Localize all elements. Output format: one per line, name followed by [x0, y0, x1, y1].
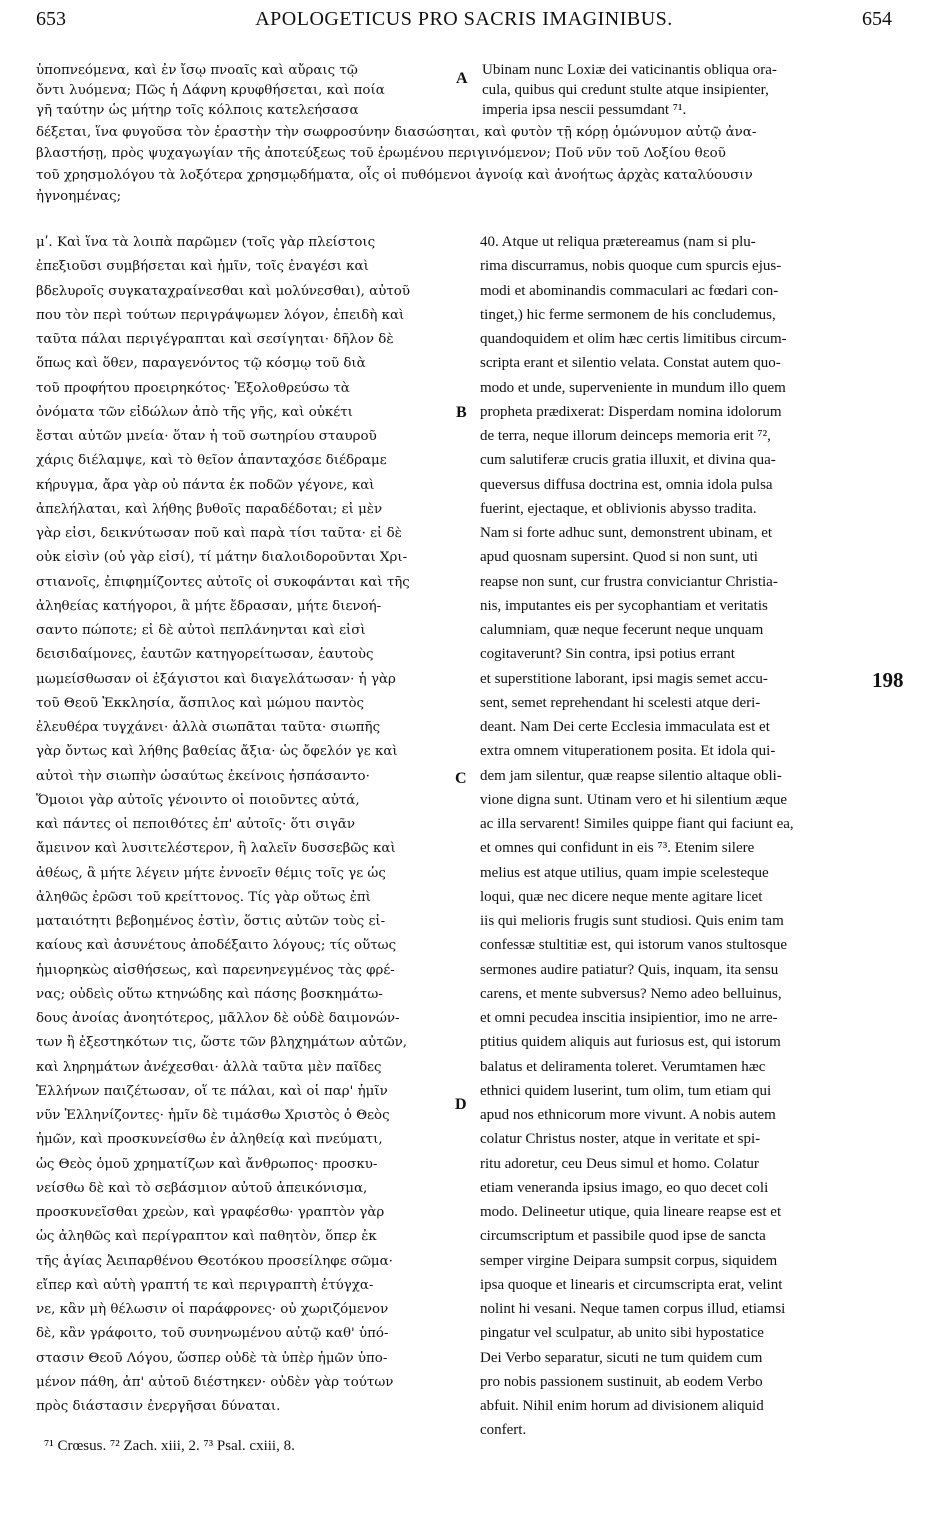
latin-line: quandoquidem et olim hæc certis limitibus circum-: [480, 331, 787, 347]
latin-line: propheta prædixerat: Disperdam nomina idolorum: [480, 403, 782, 420]
latin-line: confert.: [480, 1422, 527, 1439]
latin-line: Dei Verbo separatur, sicuti ne tum quidem cum: [480, 1349, 763, 1366]
greek-line: ἄμεινον καὶ λυσιτελέστερον, ἢ λαλεῖν δυσσεβῶς καὶ: [36, 841, 396, 857]
latin-line: apud nos ethnicorum more vivunt. A nobis autem: [480, 1107, 776, 1123]
footnotes: ⁷¹ Crœsus. ⁷² Zach. xiii, 2. ⁷³ Psal. cxiii, 8.: [44, 1438, 295, 1454]
greek-line: ὡς ἀληθῶς καὶ περίγραπτον καὶ παθητὸν, ὅπερ ἐκ: [36, 1229, 377, 1245]
greek-line: ἀθέως, ἃ μήτε λέγειν μήτε ἐννοεῖν θέμις τοῖς γε ὡς: [36, 865, 386, 881]
greek-line: νῦν Ἑλληνίζοντες· ἡμῖν δὲ τιμάσθω Χριστὸς ὁ Θεὸς: [36, 1108, 390, 1123]
greek-line: αὐτοὶ τὴν σιωπὴν ὡσαύτως ἐκείνοις ἠσπάσαντο·: [36, 768, 370, 784]
greek-full-line: βλαστήσῃ, πρὸς ψυχαγωγίαν τῆς ἀποτεύξεως τοῦ ἐρωμένου περιγινόμενον; Ποῦ νῦν τοῦ Λοξίου θεοῦ: [36, 146, 726, 162]
latin-line: ac illa servarent! Similes quippe fiant qui faciunt ea,: [480, 816, 794, 832]
greek-line: ὀνόματα τῶν εἰδώλων ἀπὸ τῆς γῆς, καὶ οὐκέτι: [36, 404, 353, 420]
latin-line: pro nobis passionem sustinuit, ab eodem Verbo: [480, 1373, 763, 1390]
latin-line: etiam veneranda ipsius imago, eo quo decet coli: [480, 1179, 769, 1196]
greek-line: νας; οὐδεὶς οὕτω κτηνώδης καὶ πάσης βοσκημάτω-: [36, 986, 383, 1002]
latin-line: et superstitione laborant, ipsi magis semet accu-: [480, 670, 768, 687]
latin-line: ipsa quoque et linearis et circumscripta erat, velint: [480, 1276, 783, 1293]
greek-full-line: τοῦ χρησμολόγου τὰ λοξότερα χρησμῳδήματα, οἷς οἱ πυθόμενοι ἀγνοίᾳ καὶ ἀνοήτως ἀρχὰς καταλύουσιν: [36, 167, 753, 183]
latin-line: confessæ stultitiæ est, qui istorum vanos stultosque: [480, 937, 788, 954]
left-page-number: 653: [36, 8, 66, 30]
greek-line: μʹ. Καὶ ἵνα τὰ λοιπὰ παρῶμεν (τοῖς γὰρ πλείστοις: [36, 235, 376, 250]
greek-line: ἀληθείας κατήγοροι, ἃ μήτε ἔδρασαν, μήτε διενοή-: [36, 598, 382, 614]
latin-line: imperia ipsa nescii pessumdant ⁷¹.: [482, 101, 687, 118]
latin-line: pingatur vel sculpatur, ab unito sibi hypostatice: [480, 1325, 764, 1342]
latin-line: Nam si forte adhuc sunt, demonstrent ubinam, et: [480, 525, 773, 541]
greek-line: χάρις διέλαμψε, καὶ τὸ θεῖον ἁπανταχόσε διέδραμε: [36, 453, 387, 469]
latin-line: et omni pecudea inscitia insipientior, imo ne arre-: [480, 1010, 778, 1026]
greek-line: ἐπεξιοῦσι συμβήσεται καὶ ἡμῖν, τοῖς ἐναγέσι καὶ: [36, 259, 369, 275]
greek-line: ἡμῶν, καὶ προσκυνείσθω ἐν ἀληθείᾳ καὶ πνεύματι,: [36, 1132, 383, 1148]
latin-line: 40. Atque ut reliqua prætereamus (nam si plu-: [480, 234, 756, 250]
latin-line: iis qui melioris frugis sunt studiosi. Quis enim tam: [480, 913, 784, 929]
greek-line: ὑποπνεόμενα, καὶ ἐν ἴσῳ πνοαῖς καὶ αὔραις τῷ: [36, 63, 358, 78]
latin-line: sermones audire patiatur? Quis, inquam, ita sensu: [480, 961, 779, 978]
latin-line: modo. Delineetur utique, quia lineare reapse est et: [480, 1204, 782, 1220]
greek-line: δὲ, κἂν γράφοιτο, τοῦ συνηνωμένου αὐτῷ καθ' ὑπό-: [36, 1326, 389, 1342]
greek-line: ἀπελήλαται, καὶ λήθης βυθοῖς παραδέδοται; εἰ μὲν: [36, 501, 383, 517]
latin-line: dem jam silentur, quæ reapse silentio altaque obli-: [480, 767, 782, 784]
latin-line: cula, quibus qui credunt stulte atque insipienter,: [482, 81, 769, 98]
greek-line: γὰρ ὄντως καὶ λήθης βαθείας ἄξια· ὡς ὄφελόν γε καὶ: [36, 744, 398, 760]
greek-line: καὶ ληρημάτων ἀνέχεσθαι· ἀλλὰ ταῦτα μὲν παῖδες: [36, 1059, 382, 1075]
latin-line: balatus et deliramenta toleret. Verumtamen hæc: [480, 1058, 766, 1075]
latin-line: sent, semet reprehendant hi scelesti atque deri-: [480, 694, 761, 711]
greek-line: γὰρ εἰσι, δεικνύτωσαν ποῦ καὶ παρὰ τίσι ταῦτα· εἰ δὲ: [36, 526, 402, 541]
latin-line: queversus diffusa doctrina est, omnia idola pulsa: [480, 476, 773, 493]
latin-line: carens, et mente subversus? Nemo adeo belluinus,: [480, 985, 782, 1002]
greek-line: νείσθω δὲ καὶ τὸ σεβάσμιον αὐτοῦ ἀπεικόνισμα,: [36, 1180, 368, 1196]
latin-line: ethnici quidem luserint, tum olim, tum etiam qui: [480, 1082, 772, 1099]
margin-letter-a: A: [456, 70, 468, 87]
latin-line: vione digna sunt. Utinam vero et hi silentium æque: [480, 791, 788, 808]
latin-line: abfuit. Nihil enim horum ad divisionem aliquid: [480, 1398, 764, 1414]
greek-line: δεισιδαίμονες, ἑαυτῶν κατηγορείτωσαν, ἑαυτοὺς: [36, 647, 374, 663]
latin-line: fuerint, ejectaque, et oblivionis abysso tradita.: [480, 500, 757, 517]
column-number: 198: [872, 668, 904, 692]
latin-line: cum salutiferæ crucis gratia illuxit, et divina qua-: [480, 452, 776, 469]
greek-line: Ἑλλήνων παιζέτωσαν, οἵ τε πάλαι, καὶ οἱ παρ' ἡμῖν: [36, 1083, 388, 1099]
running-title: APOLOGETICUS PRO SACRIS IMAGINIBUS.: [255, 8, 673, 30]
greek-line: μένον πάθη, ἀπ' αὐτοῦ διέστηκεν· οὐδὲν γὰρ τούτων: [36, 1374, 394, 1390]
greek-line: ἡμιορηκὼς αἰσθήσεως, καὶ παρενηνεγμένος τὰς φρέ-: [36, 962, 395, 978]
greek-full-line: δέξεται, ἵνα φυγοῦσα τὸν ἐραστὴν τὴν σωφροσύνην διασώσηται, καὶ φυτὸν τῇ κόρῃ ὁμώνυμον αὐτῷ ἀνα-: [36, 125, 757, 140]
right-page-number: 654: [862, 8, 892, 30]
greek-line: ἀληθῶς ἐρῶσι τοῦ κρείττονος. Τίς γὰρ οὕτως ἐπὶ: [36, 889, 371, 905]
latin-line: rima discurramus, nobis quoque cum spurcis ejus-: [480, 258, 782, 275]
latin-line: ritu adoretur, ceu Deus simul et homo. Colatur: [480, 1155, 759, 1172]
greek-line: ὅπως καὶ ὅθεν, παραγενόντος τῷ κόσμῳ τοῦ διὰ: [36, 356, 366, 372]
latin-line: nis, imputantes eis per sycophantiam et veritatis: [480, 597, 768, 614]
latin-line: extra omnem vituperationem posita. Et idola qui-: [480, 743, 776, 760]
greek-line: ὡς Θεὸς ὁμοῦ χρηματίζων καὶ ἄνθρωπος· προσκυ-: [36, 1156, 378, 1172]
greek-line: στασιν Θεοῦ Λόγου, ὥσπερ οὐδὲ τὰ ὑπὲρ ἡμῶν ὑπο-: [36, 1350, 388, 1366]
greek-line: ματαιότητι βεβοημένος ἐστὶν, ὅστις αὐτῶν τοὺς εἰ-: [36, 914, 386, 929]
greek-line: προσκυνεῖσθαι χρεὼν, καὶ γραφέσθω· γραπτὸν γὰρ: [36, 1205, 385, 1220]
latin-line: modo et unde, superveniente in mundum illo quem: [480, 379, 786, 396]
latin-line: semper virgine Deipara sumpsit corpus, siquidem: [480, 1252, 778, 1269]
margin-letter-b: B: [456, 404, 467, 421]
greek-line: καὶ πάντες οἱ πεποιθότες ἐπ' αὐτοῖς· ὅτι σιγᾶν: [36, 817, 356, 832]
latin-line: de terra, neque illorum deinceps memoria erit ⁷²,: [480, 428, 771, 444]
greek-line: τοῦ προφήτου προειρηκότος· Ἐξολοθρεύσω τὰ: [36, 380, 350, 396]
greek-line: γῆ ταύτην ὡς μήτηρ τοῖς κόλποις κατελεήσασα: [36, 102, 359, 118]
greek-line: ἔσται αὐτῶν μνεία· ὅταν ἡ τοῦ σωτηρίου σταυροῦ: [36, 429, 377, 444]
greek-line: κήρυγμα, ἄρα γὰρ οὐ πάντα ἐκ ποδῶν γέγονε, καὶ: [36, 477, 375, 493]
greek-line: σαντο πώποτε; εἰ δὲ αὐτοὶ πεπλάνηνται καὶ εἰσὶ: [36, 623, 366, 638]
greek-line: μωμείσθωσαν οἱ ἐξάγιστοι καὶ διαγελάτωσαν· ἡ γὰρ: [36, 671, 396, 687]
latin-line: deant. Nam Dei certe Ecclesia immaculata est et: [480, 719, 770, 735]
greek-line: οὐκ εἰσὶν (οὐ γὰρ εἰσί), τί μάτην διαλοιδοροῦνται Χρι-: [36, 550, 408, 566]
greek-line: δους ἀνοίας ἀνοητότερος, μᾶλλον δὲ οὐδὲ δαιμονών-: [36, 1011, 400, 1026]
greek-line: ἐλευθέρα τυγχάνει· ἀλλὰ σιωπᾶται ταῦτα· σιωπῆς: [36, 720, 381, 735]
greek-line: των ἢ ἐξεστηκότων τις, ὥστε τῶν βληχημάτων αὐτῶν,: [36, 1035, 408, 1051]
latin-line: apud quosnam supersint. Quod si non sunt, uti: [480, 549, 758, 566]
latin-line: melius est atque utilius, quam impie scelesteque: [480, 864, 769, 881]
latin-line: loqui, quæ nec dicere neque mente agitare licet: [480, 888, 763, 905]
latin-line: reapse non sunt, cur frustra conviciantur Christia-: [480, 573, 778, 590]
latin-line: et omnes qui confidunt in eis ⁷³. Etenim silere: [480, 840, 755, 857]
greek-line: καίους καὶ ἀσυνέτους ἀποδέξαιτο λόγους; τίς οὕτως: [36, 938, 397, 954]
greek-line: πρὸς διάστασιν ἐνεργῆσαι δύναται.: [36, 1399, 281, 1414]
latin-line: calumniam, quæ neque fecerunt neque unquam: [480, 622, 764, 638]
margin-letter-d: D: [455, 1096, 467, 1113]
latin-line: nolint hi vesani. Neque tamen corpus illud, etiamsi: [480, 1301, 786, 1317]
latin-line: Ubinam nunc Loxiæ dei vaticinantis obliqua ora-: [482, 62, 777, 78]
greek-line: τῆς ἁγίας Ἀειπαρθένου Θεοτόκου προσείληφε σῶμα·: [36, 1253, 393, 1269]
latin-line: ptitius quidem aliquis aut furiosus est, qui istorum: [480, 1034, 781, 1051]
greek-line: που τὸν περὶ τούτων περιγράψωμεν λόγον, ἐπειδὴ καὶ: [36, 307, 405, 323]
greek-line: Ὅμοιοι γὰρ αὐτοῖς γένοιντο οἱ ποιοῦντες αὐτά,: [36, 792, 360, 808]
latin-line: scripta erant et silentio velata. Constat autem quo-: [480, 355, 781, 372]
margin-letter-c: C: [455, 770, 467, 787]
greek-line: στιανοῖς, ἐπιφημίζοντες αὐτοῖς οἱ συκοφάνται καὶ τῆς: [36, 574, 410, 590]
greek-line: βδελυροῖς συγκαταχραίνεσθαι καὶ μολύνεσθαι), αὐτοῦ: [36, 283, 410, 299]
latin-line: circumscriptum et passibile quod ipse de sancta: [480, 1228, 766, 1245]
greek-line: τοῦ Θεοῦ Ἐκκλησία, ἄσπιλος καὶ μώμου παντὸς: [36, 695, 365, 711]
greek-full-line: ἠγνοημένας;: [36, 188, 122, 204]
latin-line: cogitaverunt? Sin contra, ipsi potius errant: [480, 646, 735, 663]
greek-line: ταῦτα πάλαι περιγέγραπται καὶ σεσίγηται· δῆλον δὲ: [36, 332, 394, 347]
greek-line: ὄντι λυόμενα; Πῶς ἡ Δάφνη κρυφθήσεται, καὶ ποία: [36, 82, 385, 98]
latin-line: tinget,) hic ferme sermonem de his concludemus,: [480, 306, 776, 323]
greek-line: νε, κἂν μὴ θέλωσιν οἱ παράφρονες· οὐ χωριζόμενον: [36, 1302, 389, 1317]
running-header: [36, 8, 892, 38]
latin-line: colatur Christus noster, atque in veritate et spi-: [480, 1131, 761, 1148]
greek-line: εἴπερ καὶ αὐτὴ γραπτή τε καὶ περιγραπτὴ ἐτύγχα-: [36, 1277, 374, 1293]
latin-line: modi et abominandis commaculari ac fœdari con-: [480, 282, 779, 299]
